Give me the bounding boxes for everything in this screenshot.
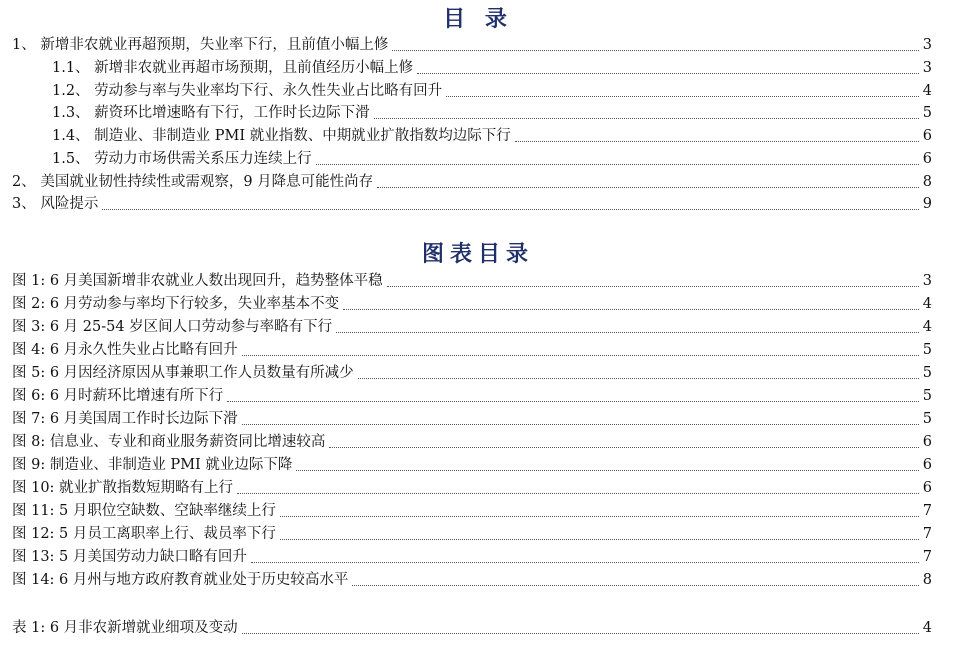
leader-dots bbox=[227, 400, 919, 402]
leader-dots bbox=[102, 208, 918, 210]
leader-dots bbox=[377, 186, 919, 188]
leader-dots bbox=[515, 140, 919, 142]
toc-entry[interactable]: 1.4、 制造业、非制造业 PMI 就业指数、中期就业扩散指数均边际下行 6 bbox=[52, 125, 932, 147]
figure-entry[interactable]: 图 3: 6 月 25-54 岁区间人口劳动参与率略有下行 4 bbox=[12, 316, 932, 338]
page-number: 7 bbox=[922, 503, 932, 519]
toc-entry[interactable]: 1.1、 新增非农就业再超市场预期，且前值经历小幅上修 3 bbox=[52, 57, 932, 79]
leader-dots bbox=[387, 285, 919, 287]
figure-entry[interactable]: 图 4: 6 月永久性失业占比略有回升 5 bbox=[12, 339, 932, 361]
figure-entry[interactable]: 图 7: 6 月美国周工作时长边际下滑 5 bbox=[12, 408, 932, 430]
toc-entry[interactable]: 2、 美国就业韧性持续性或需观察，9 月降息可能性尚存 8 bbox=[12, 171, 932, 193]
page-number: 5 bbox=[922, 411, 932, 427]
toc-entry[interactable]: 3、 风险提示 9 bbox=[12, 193, 932, 215]
figure-entry[interactable]: 图 1: 6 月美国新增非农就业人数出现回升，趋势整体平稳 3 bbox=[12, 270, 932, 292]
figure-entry[interactable]: 图 14: 6 月州与地方政府教育就业处于历史较高水平 8 bbox=[12, 569, 932, 591]
page-number: 4 bbox=[922, 620, 932, 636]
leader-dots bbox=[392, 49, 918, 51]
page-number: 4 bbox=[922, 296, 932, 312]
figure-entry[interactable]: 图 10: 就业扩散指数短期略有上行 6 bbox=[12, 477, 932, 499]
figures-title: 图表目录 bbox=[421, 241, 534, 267]
figure-entry[interactable]: 图 2: 6 月劳动参与率均下行较多，失业率基本不变 4 bbox=[12, 293, 932, 315]
page-number: 6 bbox=[922, 480, 932, 496]
leader-dots bbox=[280, 515, 919, 517]
leader-dots bbox=[316, 163, 919, 165]
leader-dots bbox=[446, 95, 919, 97]
leader-dots bbox=[242, 632, 919, 634]
page-number: 6 bbox=[922, 434, 932, 450]
page-number: 4 bbox=[922, 83, 932, 99]
leader-dots bbox=[336, 331, 919, 333]
page-number: 9 bbox=[922, 196, 932, 212]
page-number: 6 bbox=[922, 128, 932, 144]
page-number: 6 bbox=[922, 151, 932, 167]
leader-dots bbox=[374, 117, 919, 119]
toc-title: 目 录 bbox=[443, 6, 513, 32]
page-number: 8 bbox=[922, 572, 932, 588]
figure-entry[interactable]: 图 13: 5 月美国劳动力缺口略有回升 7 bbox=[12, 546, 932, 568]
page-number: 5 bbox=[922, 388, 932, 404]
page-number: 3 bbox=[922, 60, 932, 76]
page-number: 7 bbox=[922, 526, 932, 542]
page-number: 6 bbox=[922, 457, 932, 473]
page-number: 3 bbox=[922, 37, 932, 53]
figure-entry[interactable]: 图 5: 6 月因经济原因从事兼职工作人员数量有所减少 5 bbox=[12, 362, 932, 384]
table-entry[interactable]: 表 1: 6 月非农新增就业细项及变动 4 bbox=[12, 617, 932, 639]
page-number: 3 bbox=[922, 273, 932, 289]
figure-entry[interactable]: 图 11: 5 月职位空缺数、空缺率继续上行 7 bbox=[12, 500, 932, 522]
page-number: 7 bbox=[922, 549, 932, 565]
leader-dots bbox=[280, 538, 919, 540]
leader-dots bbox=[296, 469, 918, 471]
leader-dots bbox=[237, 492, 919, 494]
page-number: 8 bbox=[922, 174, 932, 190]
figure-entry[interactable]: 图 12: 5 月员工离职率上行、裁员率下行 7 bbox=[12, 523, 932, 545]
page-number: 4 bbox=[922, 319, 932, 335]
leader-dots bbox=[242, 423, 919, 425]
leader-dots bbox=[352, 584, 918, 586]
figure-entry[interactable]: 图 9: 制造业、非制造业 PMI 就业边际下降 6 bbox=[12, 454, 932, 476]
page-number: 5 bbox=[922, 365, 932, 381]
figure-entry[interactable]: 图 8: 信息业、专业和商业服务薪资同比增速较高 6 bbox=[12, 431, 932, 453]
toc-entry[interactable]: 1.3、 薪资环比增速略有下行，工作时长边际下滑 5 bbox=[52, 102, 932, 124]
toc-entry[interactable]: 1.5、 劳动力市场供需关系压力连续上行 6 bbox=[52, 148, 932, 170]
leader-dots bbox=[417, 72, 919, 74]
figure-entry[interactable]: 图 6: 6 月时薪环比增速有所下行 5 bbox=[12, 385, 932, 407]
page-number: 5 bbox=[922, 105, 932, 121]
toc-entry[interactable]: 1.2、 劳动参与率与失业率均下行、永久性失业占比略有回升 4 bbox=[52, 80, 932, 102]
page-number: 5 bbox=[922, 342, 932, 358]
leader-dots bbox=[358, 377, 919, 379]
leader-dots bbox=[251, 561, 919, 563]
leader-dots bbox=[242, 354, 919, 356]
leader-dots bbox=[329, 446, 918, 448]
leader-dots bbox=[343, 308, 919, 310]
toc-entry[interactable]: 1、 新增非农就业再超预期，失业率下行，且前值小幅上修 3 bbox=[12, 34, 932, 56]
